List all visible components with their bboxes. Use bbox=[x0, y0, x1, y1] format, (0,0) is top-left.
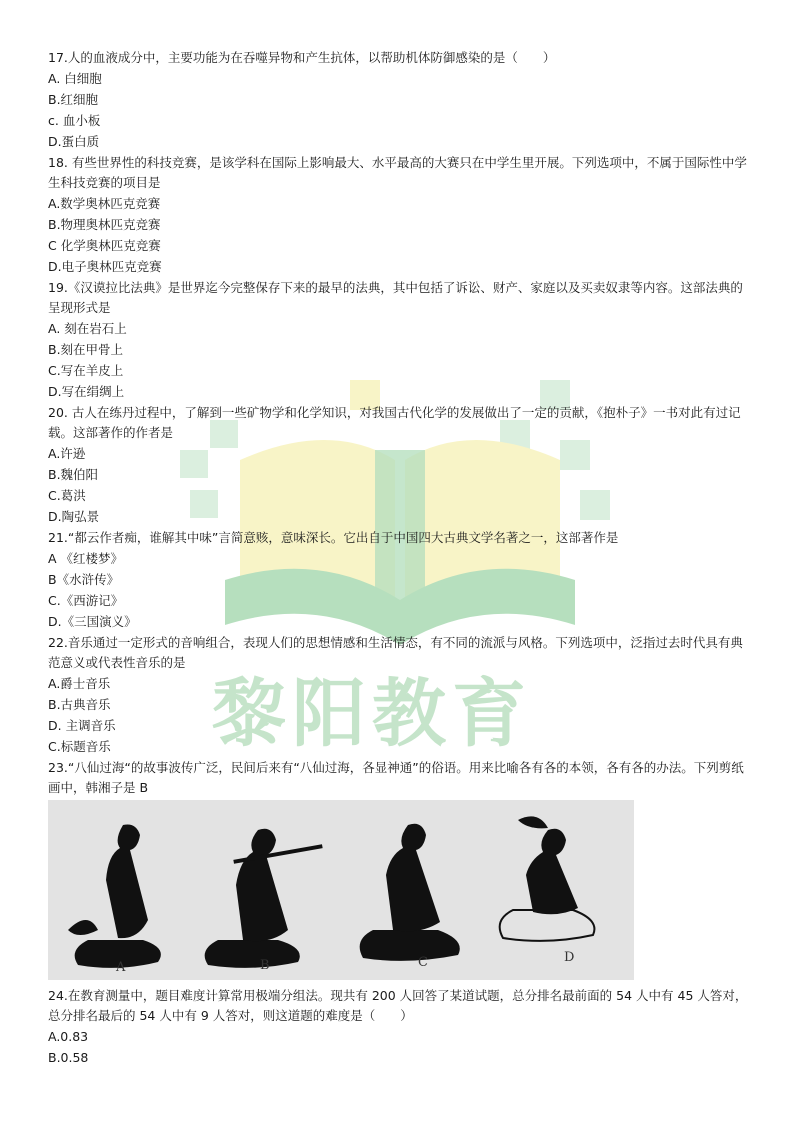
q22-option-d: D. 主调音乐 bbox=[48, 718, 116, 733]
q17-option-b: B.红细胞 bbox=[48, 92, 99, 107]
figure-label-a: A bbox=[116, 960, 126, 975]
q17-option-d: D.蛋白质 bbox=[48, 134, 100, 149]
figure-a-immortal bbox=[68, 824, 161, 967]
figure-b-immortal bbox=[205, 829, 323, 968]
question-24-stem: 24.在教育测量中，题目难度计算常用极端分组法。现共有 200 人回答了某道试题，总分排名最前面的 54 人中有 45 人答对，总分排名最后的 54 人中有 9 人答对，则这道题的难度是（ ） bbox=[48, 988, 748, 1023]
figure-c-immortal bbox=[360, 824, 460, 961]
figure-label-b: B bbox=[260, 958, 270, 973]
q24-option-b: B.0.58 bbox=[48, 1050, 89, 1065]
q17-option-a: A. 白细胞 bbox=[48, 71, 102, 86]
q20-option-b: B.魏伯阳 bbox=[48, 467, 99, 482]
question-20-stem: 20. 古人在练丹过程中，了解到一些矿物学和化学知识，对我国古代化学的发展做出了一定的贡献，《抱朴子》一书对此有过记载。这部著作的作者是 bbox=[48, 405, 741, 440]
q22-option-c: C.标题音乐 bbox=[48, 739, 111, 754]
figure-label-c: C bbox=[418, 955, 428, 970]
q21-option-c: C.《西游记》 bbox=[48, 593, 124, 608]
q18-option-d: D.电子奥林匹克竞赛 bbox=[48, 259, 162, 274]
q22-option-a: A.爵士音乐 bbox=[48, 676, 111, 691]
q21-option-a: A 《红楼梦》 bbox=[48, 551, 124, 566]
q18-option-a: A.数学奥林匹克竞赛 bbox=[48, 196, 161, 211]
q19-option-b: B.刻在甲骨上 bbox=[48, 342, 124, 357]
q24-option-a: A.0.83 bbox=[48, 1029, 89, 1044]
figure-label-d: D bbox=[564, 950, 575, 965]
q19-option-a: A. 刻在岩石上 bbox=[48, 321, 127, 336]
question-19-stem: 19.《汉谟拉比法典》是世界迄今完整保存下来的最早的法典，其中包括了诉讼、财产、家庭以及买卖奴隶等内容。这部法典的呈现形式是 bbox=[48, 280, 743, 315]
q20-option-c: C.葛洪 bbox=[48, 488, 86, 503]
q22-option-b: B.古典音乐 bbox=[48, 697, 111, 712]
question-18-stem: 18. 有些世界性的科技竞赛，是该学科在国际上影响最大、水平最高的大赛只在中学生里开展。下列选项中，不属于国际性中学生科技竞赛的项目是 bbox=[48, 155, 747, 190]
q18-option-c: C 化学奥林匹克竞赛 bbox=[48, 238, 161, 253]
question-23-stem: 23.“八仙过海“的故事波传广泛，民间后来有“八仙过海，各显神通”的俗语。用来比喻各有各的本领，各有各的办法。下列剪纸画中，韩湘子是 B bbox=[48, 760, 744, 795]
figure-d-immortal bbox=[500, 816, 595, 940]
question-22-stem: 22.音乐通过一定形式的音响组合，表现人们的思想情感和生活情态，有不同的流派与风格。下列选项中，泛指过去时代具有典范意义或代表性音乐的是 bbox=[48, 635, 743, 670]
q20-option-d: D.陶弘景 bbox=[48, 509, 100, 524]
q19-option-c: C.写在羊皮上 bbox=[48, 363, 124, 378]
watermark-text: 黎阳教育 bbox=[212, 671, 532, 757]
question-21-stem: 21.“都云作者痴，谁解其中味”言简意赅，意味深长。它出自于中国四大古典文学名著之一，这部著作是 bbox=[48, 530, 619, 545]
q19-option-d: D.写在绢绸上 bbox=[48, 384, 125, 399]
paper-cut-illustrations bbox=[48, 800, 634, 980]
q18-option-b: B.物理奥林匹克竞赛 bbox=[48, 217, 161, 232]
question-17-stem: 17.人的血液成分中，主要功能为在吞噬异物和产生抗体，以帮助机体防御感染的是（ ） bbox=[48, 50, 556, 65]
q17-option-c: c. 血小板 bbox=[48, 113, 101, 128]
q21-option-b: B《水浒传》 bbox=[48, 572, 120, 587]
paper-cut-figure bbox=[48, 800, 634, 980]
q21-option-d: D.《三国演义》 bbox=[48, 614, 137, 629]
q20-option-a: A.许逊 bbox=[48, 446, 86, 461]
